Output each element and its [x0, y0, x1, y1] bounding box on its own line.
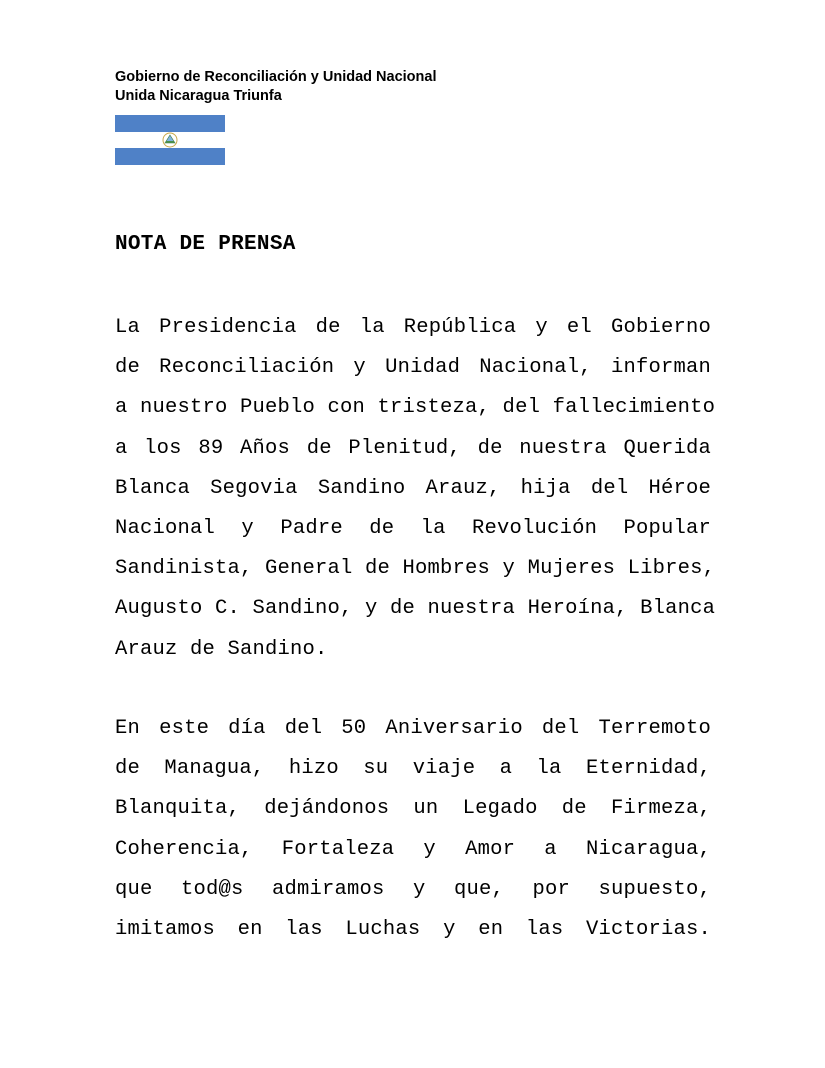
paragraph-line: de Reconciliación y Unidad Nacional, informan — [115, 356, 711, 380]
paragraph-1 — [115, 308, 716, 670]
paragraph-line: a los 89 Años de Plenitud, de nuestra Querida — [115, 436, 711, 460]
paragraph-line: de Managua, hizo su viaje a la Eternidad, — [115, 757, 711, 781]
paragraph-line: Sandinista, General de Hombres y Mujeres Libres, — [115, 557, 716, 581]
paragraph-line: imitamos en las Luchas y en las Victorias. — [115, 917, 711, 941]
flag-band-bottom — [115, 148, 225, 165]
paragraph-line: Arauz de Sandino. — [115, 637, 328, 661]
coat-of-arms-icon — [161, 132, 179, 148]
paragraph-line: que tod@s admiramos y que, por supuesto, — [115, 877, 711, 901]
paragraph-line: Coherencia, Fortaleza y Amor a Nicaragua, — [115, 837, 711, 861]
page-title: NOTA DE PRENSA — [115, 233, 296, 256]
paragraph-line: En este día del 50 Aniversario del Terremoto — [115, 717, 711, 740]
paragraph-line: Nacional y Padre de la Revolución Popular — [115, 516, 711, 540]
paragraph-line: Augusto C. Sandino, y de nuestra Heroína, Blanca — [115, 597, 716, 621]
nicaragua-flag-icon — [115, 115, 225, 165]
paragraph-line: La Presidencia de la República y el Gobierno — [115, 316, 711, 339]
paragraph-line: Blanca Segovia Sandino Arauz, hija del Héroe — [115, 476, 711, 500]
government-header — [115, 68, 436, 106]
flag-band-top — [115, 115, 225, 132]
paragraph-line: Blanquita, dejándonos un Legado de Firmeza, — [115, 797, 711, 821]
header-line-government: Gobierno de Reconciliación y Unidad Nacional — [115, 69, 437, 85]
paragraph-2 — [115, 709, 711, 950]
paragraph-line: a nuestro Pueblo con tristeza, del fallecimiento — [115, 396, 716, 420]
header-line-slogan: Unida Nicaragua Triunfa — [115, 88, 282, 104]
